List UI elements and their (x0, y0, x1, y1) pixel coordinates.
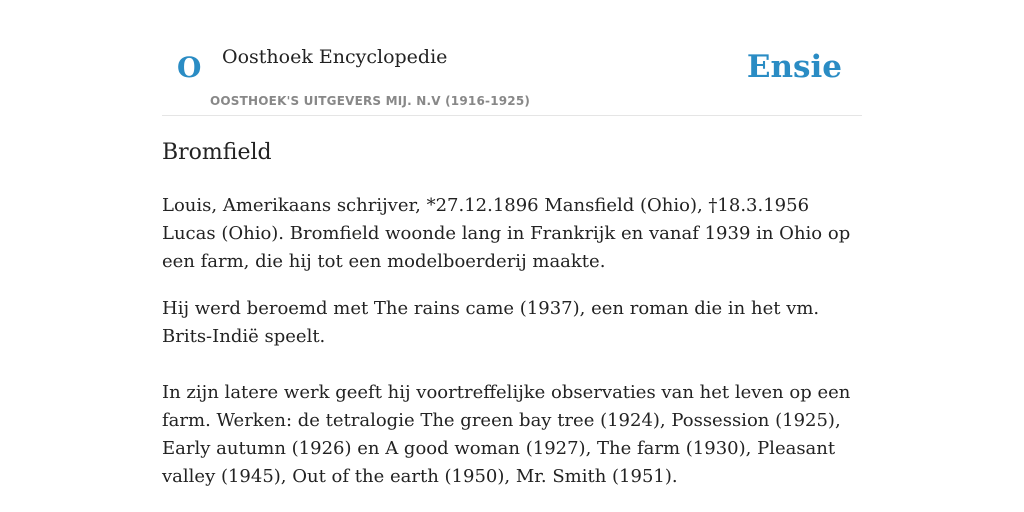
article-paragraph: In zijn latere werk geeft hij voortreffelijke observaties van het leven op een farm. Werken: de tetralogie The green bay tree (1924), Possession (1925), Early autumn (1926) en A good woman (1927), The farm (1930), Pleasant valley (1945), Out of the earth (1950), Mr. Smith (1951). (162, 382, 851, 487)
page-container (162, 0, 862, 487)
publisher-label: OOSTHOEK'S UITGEVERS MIJ. N.V (1916-1925) (210, 94, 531, 108)
encyclopedia-title[interactable]: Oosthoek Encyclopedie (222, 46, 448, 68)
article-title: Bromfield (162, 140, 272, 165)
encyclopedia-logo[interactable]: O (177, 51, 202, 84)
article-paragraph: Louis, Amerikaans schrijver, *27.12.1896 Mansfield (Ohio), †18.3.1956 Lucas (Ohio). Bromfield woonde lang in Frankrijk en vanaf 1939 in Ohio op een farm, die hij tot een modelboerderij maakte. (162, 195, 851, 272)
site-header (162, 0, 862, 116)
article-paragraph: Hij werd beroemd met The rains came (1937), een roman die in het vm. Brits-Indië speelt. (162, 298, 820, 347)
brand-logo[interactable]: Ensie (746, 49, 842, 85)
